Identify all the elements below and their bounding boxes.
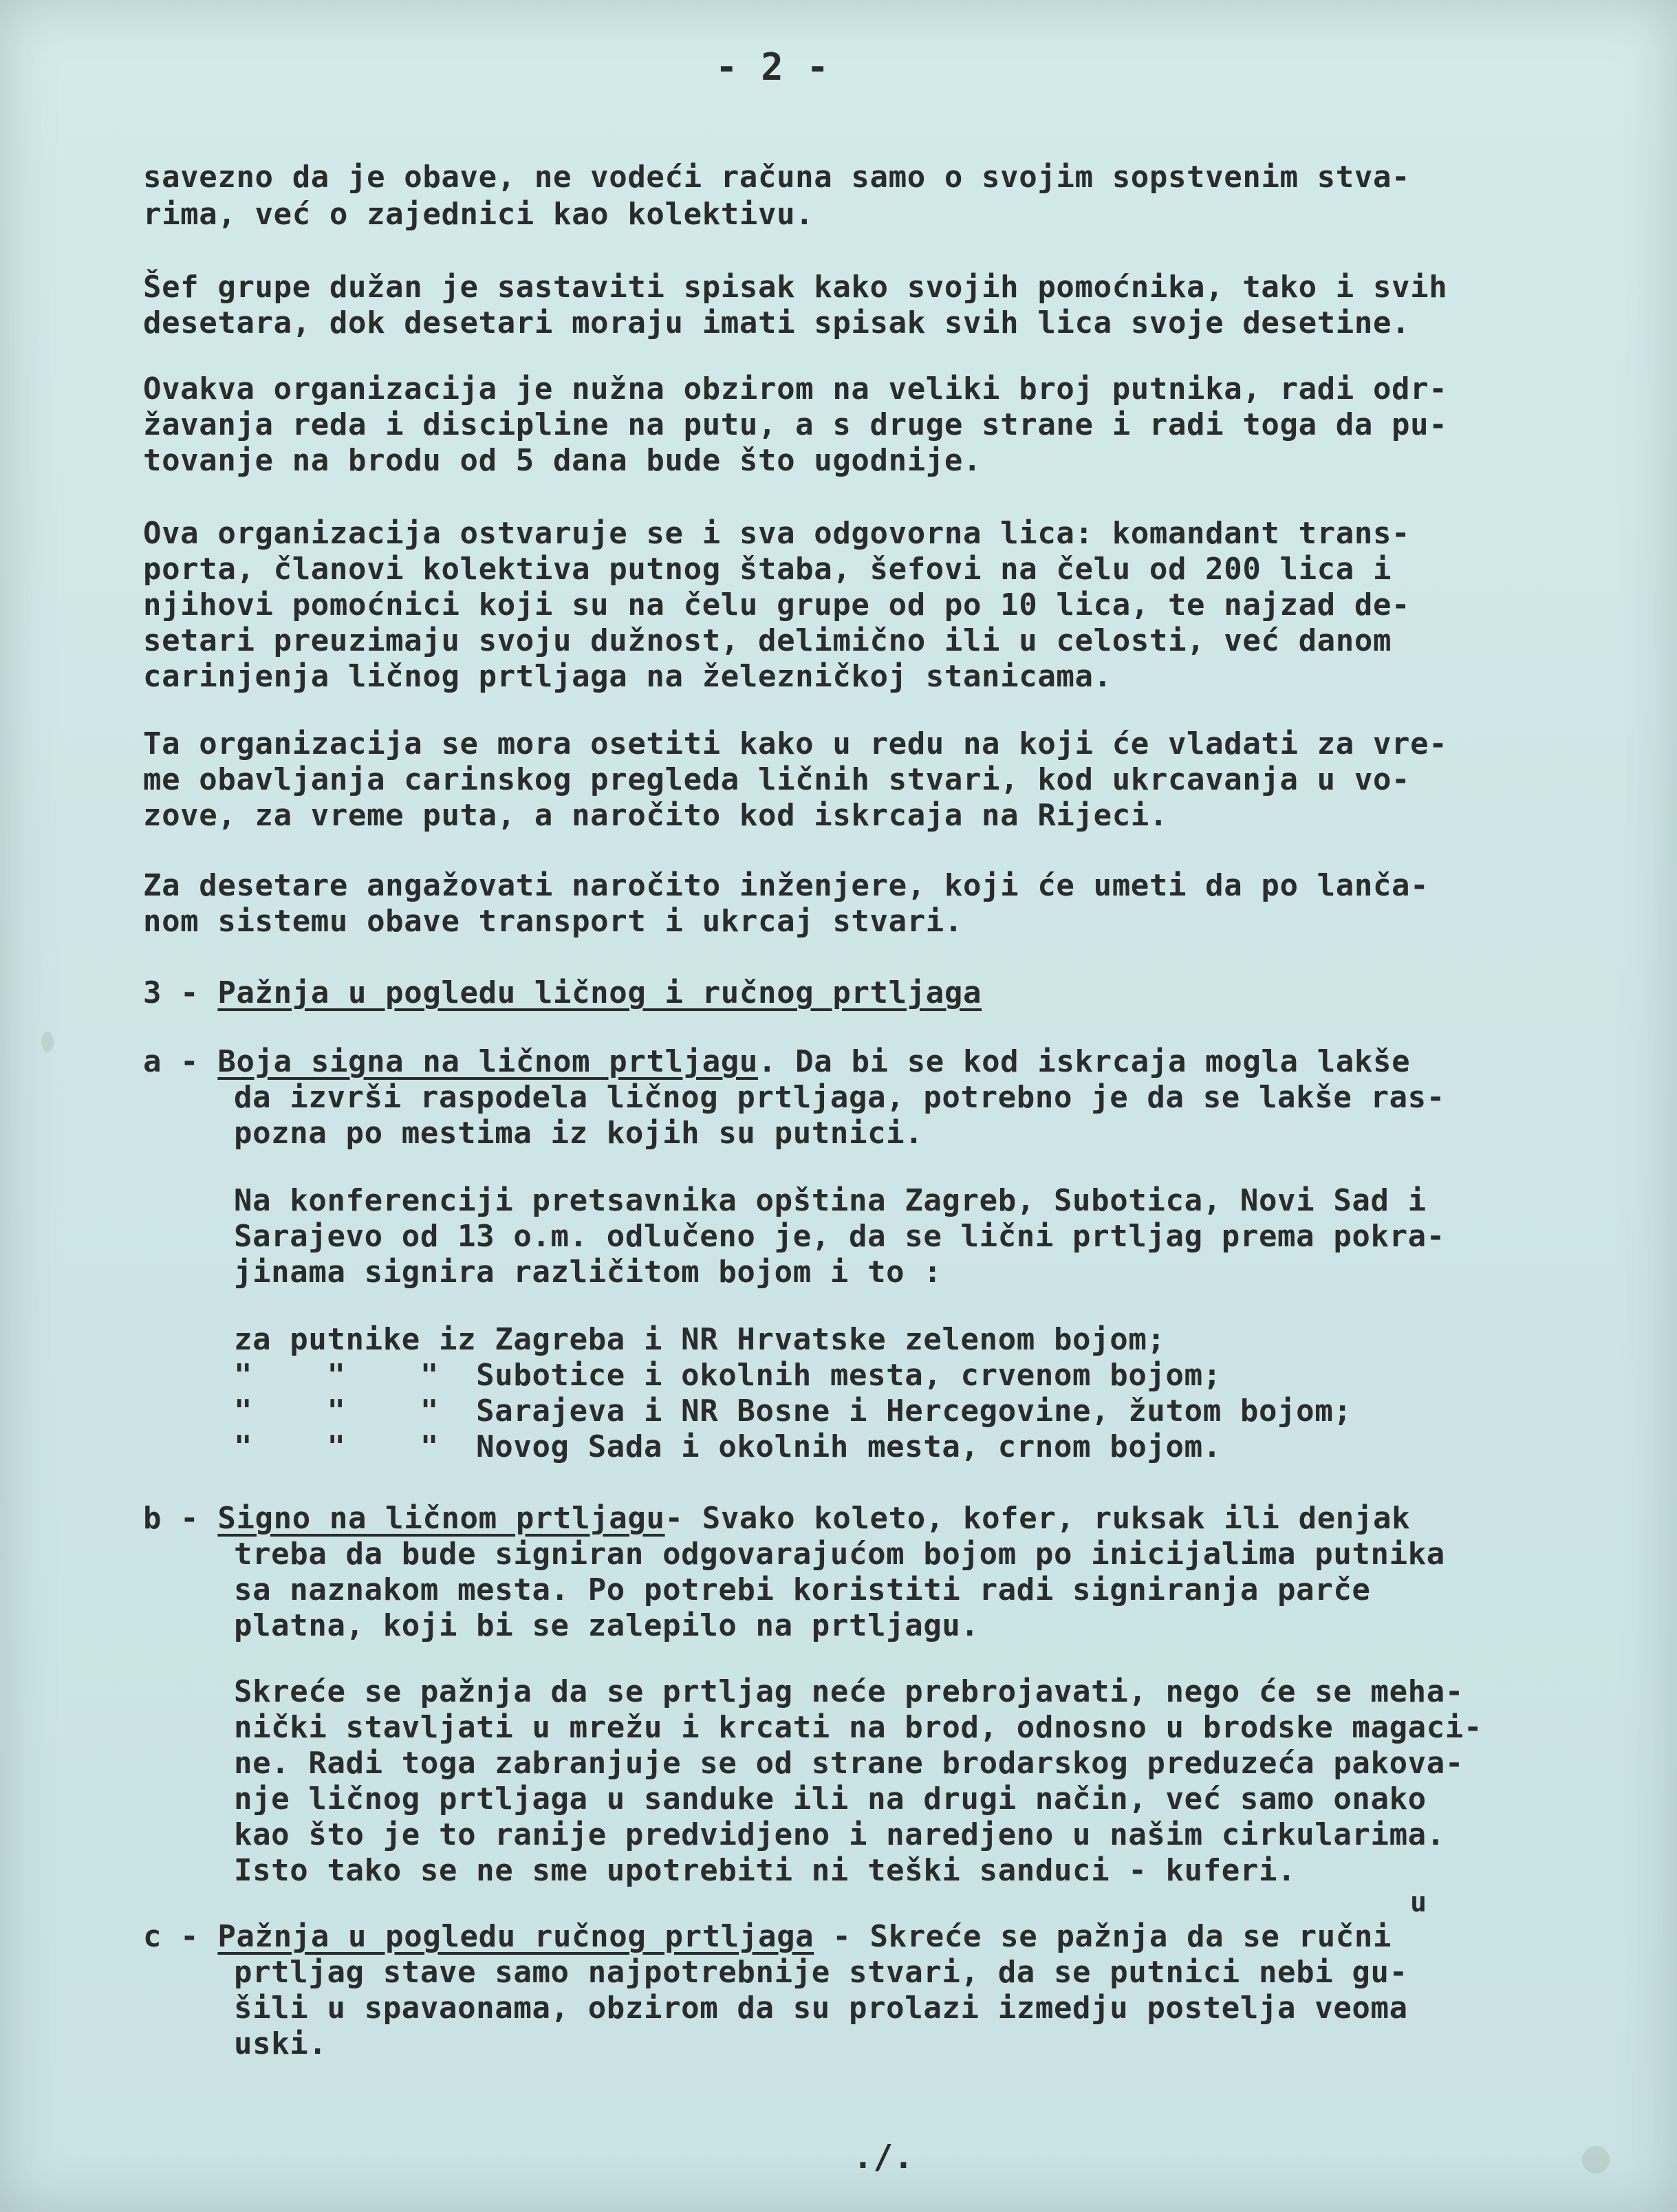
item-title: Boja signa na ličnom prtljagu [217, 1044, 758, 1079]
item-line: Sarajevo od 13 o.m. odlučeno je, da se lični prtljag prema pokra- [234, 1219, 1445, 1254]
item-c-first-line [143, 1919, 1392, 1955]
paper-stain [1582, 2146, 1610, 2173]
color-list-item: " " " Novog Sada i okolnih mesta, crnom bojom. [234, 1429, 1222, 1464]
item-line: Isto tako se ne sme upotrebiti ni teški sanduci - kuferi. [234, 1853, 1297, 1888]
paragraph-line: zove, za vreme puta, a naročito kod iskrcaja na Rijeci. [143, 798, 1168, 833]
item-b-first-line [143, 1501, 1410, 1537]
item-a-first-line [143, 1044, 1410, 1080]
paragraph-line: Ovakva organizacija je nužna obzirom na veliki broj putnika, radi odr- [143, 371, 1448, 406]
paragraph-line: setari preuzimaju svoju dužnost, delimično ili u celosti, već danom [143, 623, 1392, 658]
color-list-item: " " " Sarajeva i NR Bosne i Hercegovine, žutom bojom; [234, 1394, 1352, 1429]
item-text: . Da bi se kod iskrcaja mogla lakše [758, 1044, 1411, 1079]
item-marker: b - [143, 1501, 218, 1536]
item-marker: c - [143, 1919, 218, 1954]
paragraph-line: nom sistemu obave transport i ukrcaj stvari. [143, 904, 963, 939]
section-number: 3 - [143, 975, 218, 1010]
item-line: šili u spavaonama, obzirom da su prolazi izmedju postelja veoma [234, 1991, 1408, 2026]
paragraph-line: Šef grupe dužan je sastaviti spisak kako svojih pomoćnika, tako i svih [143, 270, 1448, 305]
paragraph-line: porta, članovi kolektiva putnog štaba, šefovi na čelu od 200 lica i [143, 552, 1392, 587]
item-text: - Svako koleto, kofer, ruksak ili denjak [664, 1501, 1411, 1536]
item-title: Signo na ličnom prtljagu [217, 1501, 665, 1536]
item-line: kao što je to ranije predvidjeno i naredjeno u našim cirkularima. [234, 1817, 1445, 1852]
section-title: Pažnja u pogledu ličnog i ručnog prtljaga [217, 975, 982, 1010]
item-line: jinama signira različitom bojom i to : [234, 1255, 942, 1290]
page-number: - 2 - [715, 45, 830, 89]
paragraph-line: desetara, dok desetari moraju imati spisak svih lica svoje desetine. [143, 305, 1411, 340]
item-line: pozna po mestima iz kojih su putnici. [234, 1116, 924, 1151]
item-line: sa naznakom mesta. Po potrebi koristiti radi signiranja parče [234, 1572, 1371, 1607]
item-line: Na konferenciji pretsavnika opština Zagreb, Subotica, Novi Sad i [234, 1183, 1427, 1218]
item-line: platna, koji bi se zalepilo na prtljagu. [234, 1608, 980, 1643]
paragraph-line: me obavljanja carinskog pregleda ličnih stvari, kod ukrcavanja u vo- [143, 762, 1411, 797]
paragraph-line: tovanje na brodu od 5 dana bude što ugodnije. [143, 443, 982, 478]
paragraph-line: savezno da je obave, ne vodeći računa samo o svojim sopstvenim stva- [143, 160, 1411, 195]
item-line: da izvrši raspodela ličnog prtljaga, potrebno je da se lakše ras- [234, 1080, 1445, 1115]
item-line: uski. [234, 2026, 327, 2061]
handwritten-insertion: u [1410, 1887, 1427, 1918]
paper-stain [41, 1032, 54, 1052]
continuation-mark: ./. [853, 2138, 914, 2176]
color-list-item: za putnike iz Zagreba i NR Hrvatske zelenom bojom; [234, 1322, 1166, 1357]
item-line: Skreće se pažnja da se prtljag neće prebrojavati, nego će se meha- [234, 1674, 1464, 1709]
paragraph-line: Za desetare angažovati naročito inženjere, koji će umeti da po lanča- [143, 868, 1429, 903]
paragraph-line: njihovi pomoćnici koji su na čelu grupe od po 10 lica, te najzad de- [143, 587, 1411, 622]
paragraph-line: Ta organizacija se mora osetiti kako u redu na koji će vladati za vre- [143, 726, 1448, 761]
item-line: nje ličnog prtljaga u sanduke ili na drugi način, već samo onako [234, 1781, 1427, 1817]
item-text: - Skreće se pažnja da se ručni [814, 1919, 1392, 1954]
paragraph-line: Ova organizacija ostvaruje se i sva odgovorna lica: komandant trans- [143, 516, 1411, 551]
item-line: nički stavljati u mrežu i krcati na brod, odnosno u brodske magaci- [234, 1710, 1483, 1745]
color-list-item: " " " Subotice i okolnih mesta, crvenom bojom; [234, 1358, 1222, 1393]
item-marker: a - [143, 1044, 218, 1079]
paragraph-line: žavanja reda i discipline na putu, a s druge strane i radi toga da pu- [143, 407, 1448, 442]
item-line: treba da bude signiran odgovarajućom bojom po inicijalima putnika [234, 1537, 1445, 1572]
item-line: ne. Radi toga zabranjuje se od strane brodarskog preduzeća pakova- [234, 1746, 1464, 1781]
section-heading [143, 975, 982, 1011]
item-line: prtljag stave samo najpotrebnije stvari, da se putnici nebi gu- [234, 1955, 1408, 1990]
paragraph-line: rima, već o zajednici kao kolektivu. [143, 197, 814, 232]
paragraph-line: carinjenja ličnog prtljaga na železničkoj stanicama. [143, 659, 1112, 694]
item-title: Pažnja u pogledu ručnog prtljaga [217, 1919, 814, 1954]
